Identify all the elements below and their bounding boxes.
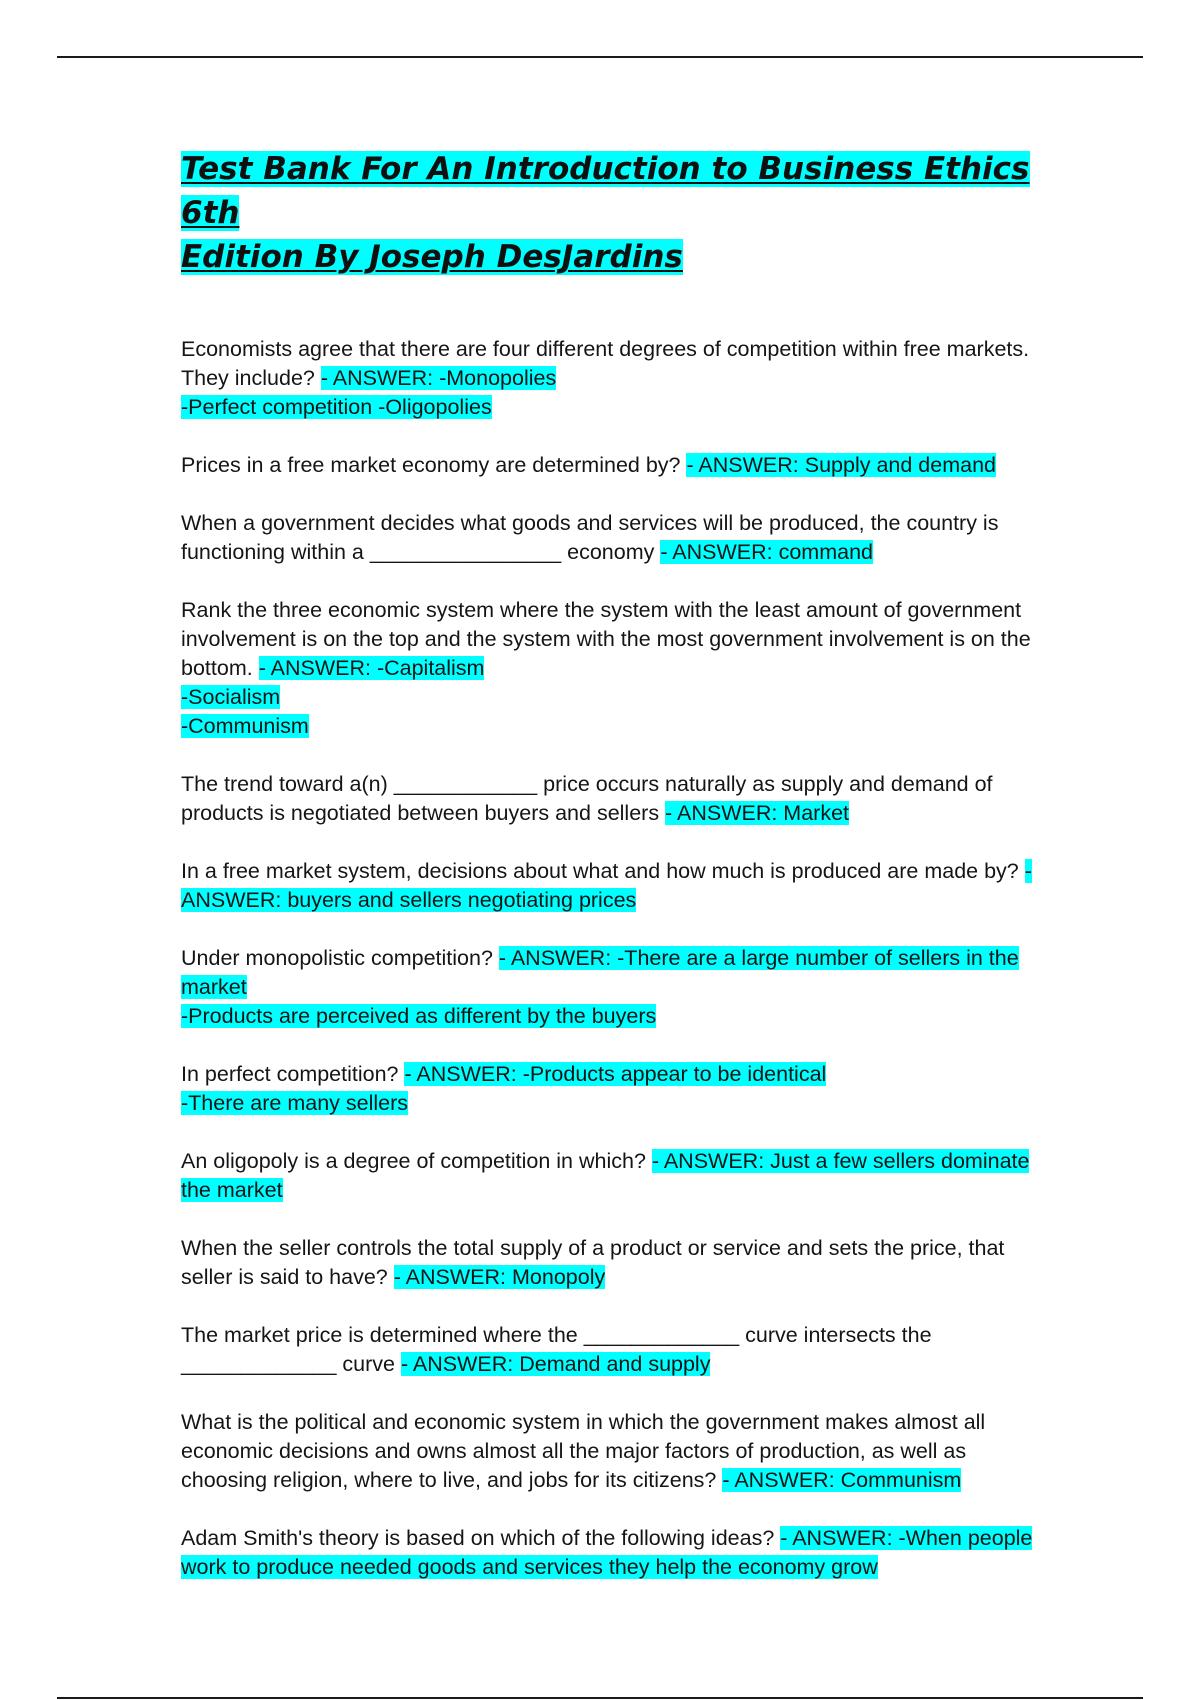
answer-continuation-line xyxy=(181,683,1041,712)
qa-item xyxy=(181,1321,1041,1379)
document-body xyxy=(181,147,1041,1611)
question-text: When a government decides what goods and services will be produced, the country is functioning within a ________________ economy xyxy=(181,511,999,564)
document-title xyxy=(181,147,1041,279)
question-text: When the seller controls the total supply of a product or service and sets the price, that seller is said to have? xyxy=(181,1236,1005,1289)
question-text: The trend toward a(n) ____________ price occurs naturally as supply and demand of products is negotiated between buyers and sellers xyxy=(181,772,993,825)
answer-text: - ANSWER: buyers and sellers negotiating prices xyxy=(181,859,1032,912)
qa-item xyxy=(181,770,1041,828)
question-text: What is the political and economic system in which the government makes almost all economic decisions and owns almost all the major factors of production, as well as choosing religion, where to live, and jobs for its citizens? xyxy=(181,1410,986,1492)
answer-text: - ANSWER: command xyxy=(660,540,874,564)
answer-text: - ANSWER: -Products appear to be identical xyxy=(404,1062,827,1086)
question-text: In a free market system, decisions about what and how much is produced are made by? xyxy=(181,859,1025,883)
qa-item xyxy=(181,596,1041,741)
question-text: Rank the three economic system where the system with the least amount of government involvement is on the top and the system with the most government involvement is on the bottom. xyxy=(181,598,1031,680)
qa-item xyxy=(181,1408,1041,1495)
qa-item xyxy=(181,451,1041,480)
answer-text: - ANSWER: Supply and demand xyxy=(686,453,996,477)
answer-continuation-line xyxy=(181,393,1041,422)
answer-text: - ANSWER: Market xyxy=(665,801,850,825)
question-text: Prices in a free market economy are determined by? xyxy=(181,453,687,477)
answer-continuation-line xyxy=(181,1089,1041,1118)
qa-item xyxy=(181,1524,1041,1582)
answer-continuation-text: -Products are perceived as different by the buyers xyxy=(181,1004,657,1028)
question-text: The market price is determined where the _____________ curve intersects the _____________ curve xyxy=(181,1323,932,1376)
answer-text: - ANSWER: -When people work to produce needed goods and services they help the economy grow xyxy=(181,1526,1033,1579)
answer-text: - ANSWER: Monopoly xyxy=(393,1265,606,1289)
question-text: An oligopoly is a degree of competition in which? xyxy=(181,1149,652,1173)
answer-text: - ANSWER: -Monopolies xyxy=(320,366,557,390)
question-text: Economists agree that there are four different degrees of competition within free markets. They include? xyxy=(181,337,1030,390)
page-top-rule xyxy=(57,56,1143,58)
qa-item xyxy=(181,335,1041,422)
answer-continuation-text: -Socialism xyxy=(181,685,281,709)
qa-item xyxy=(181,857,1041,915)
title-line-2: Edition By Joseph DesJardins xyxy=(181,239,683,275)
answer-text: - ANSWER: -Capitalism xyxy=(258,656,485,680)
question-text: Adam Smith's theory is based on which of the following ideas? xyxy=(181,1526,781,1550)
title-line-1: Test Bank For An Introduction to Business Ethics 6th xyxy=(181,151,1030,231)
question-text: In perfect competition? xyxy=(181,1062,405,1086)
answer-text: - ANSWER: Just a few sellers dominate the market xyxy=(181,1149,1030,1202)
answer-text: - ANSWER: Demand and supply xyxy=(400,1352,711,1376)
question-answer-list xyxy=(181,335,1041,1582)
question-text: Under monopolistic competition? xyxy=(181,946,499,970)
answer-text: - ANSWER: Communism xyxy=(722,1468,962,1492)
qa-item xyxy=(181,1147,1041,1205)
qa-item xyxy=(181,1060,1041,1118)
page-bottom-rule xyxy=(57,1697,1143,1699)
answer-text: - ANSWER: -There are a large number of sellers in the market xyxy=(181,946,1019,999)
answer-continuation-text: -There are many sellers xyxy=(181,1091,409,1115)
qa-item xyxy=(181,509,1041,567)
answer-continuation-line xyxy=(181,1002,1041,1031)
qa-item xyxy=(181,1234,1041,1292)
answer-continuation-line xyxy=(181,712,1041,741)
qa-item xyxy=(181,944,1041,1031)
answer-continuation-text: -Perfect competition -Oligopolies xyxy=(181,395,492,419)
answer-continuation-text: -Communism xyxy=(181,714,309,738)
